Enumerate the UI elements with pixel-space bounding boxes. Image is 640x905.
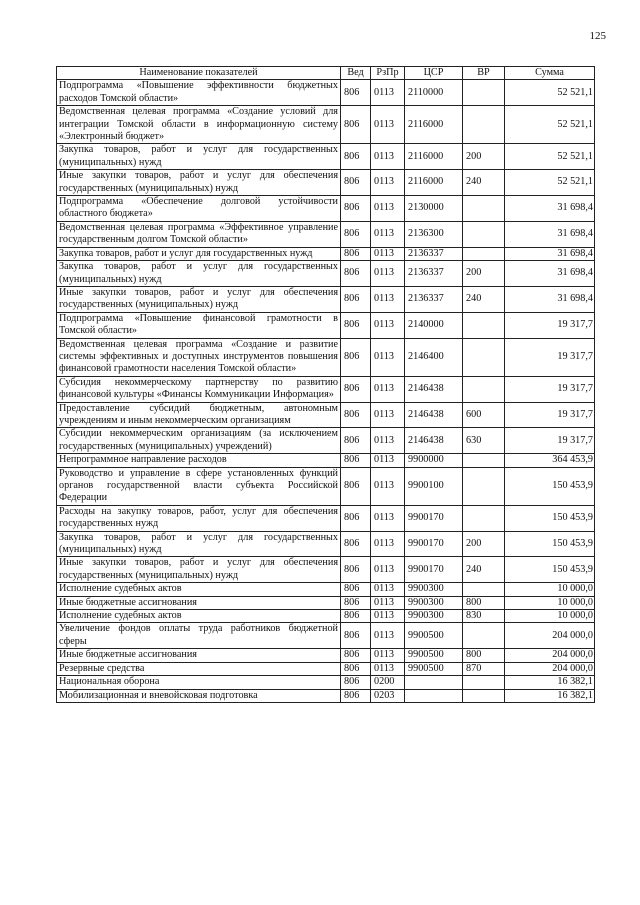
cell-sum: 52 521,1 — [505, 144, 595, 170]
cell-rzpr: 0113 — [371, 428, 405, 454]
cell-vr: 870 — [463, 662, 505, 675]
cell-rzpr: 0113 — [371, 610, 405, 623]
cell-sum: 10 000,0 — [505, 596, 595, 609]
cell-name: Закупка товаров, работ и услуг для государственных (муниципальных) нужд — [57, 144, 341, 170]
cell-sum: 31 698,4 — [505, 221, 595, 247]
cell-ved: 806 — [341, 286, 371, 312]
cell-csr: 9900170 — [405, 505, 463, 531]
cell-csr: 2110000 — [405, 80, 463, 106]
table-row — [57, 312, 595, 338]
cell-csr: 2146438 — [405, 428, 463, 454]
cell-name: Подпрограмма «Повышение эффективности бюджетных расходов Томской области» — [57, 80, 341, 106]
cell-csr: 9900170 — [405, 531, 463, 557]
cell-name: Руководство и управление в сфере установленных функций органов государственной власти субъекта Российской Федерации — [57, 467, 341, 505]
cell-csr: 9900300 — [405, 596, 463, 609]
cell-sum: 31 698,4 — [505, 261, 595, 287]
cell-ved: 806 — [341, 623, 371, 649]
header-sum: Сумма — [505, 67, 595, 80]
table-row — [57, 402, 595, 428]
table-row — [57, 338, 595, 376]
cell-vr — [463, 505, 505, 531]
cell-csr: 2146400 — [405, 338, 463, 376]
table-row — [57, 505, 595, 531]
cell-csr — [405, 689, 463, 702]
cell-name: Закупка товаров, работ и услуг для государственных (муниципальных) нужд — [57, 261, 341, 287]
cell-ved: 806 — [341, 312, 371, 338]
cell-name: Иные бюджетные ассигнования — [57, 596, 341, 609]
table-row — [57, 623, 595, 649]
cell-sum: 204 000,0 — [505, 623, 595, 649]
table-row — [57, 286, 595, 312]
cell-sum: 150 453,9 — [505, 557, 595, 583]
cell-vr: 800 — [463, 649, 505, 662]
cell-ved: 806 — [341, 376, 371, 402]
cell-sum: 19 317,7 — [505, 338, 595, 376]
cell-ved: 806 — [341, 610, 371, 623]
table-row — [57, 106, 595, 144]
cell-vr — [463, 467, 505, 505]
cell-vr: 200 — [463, 531, 505, 557]
cell-vr — [463, 338, 505, 376]
table-row — [57, 247, 595, 260]
cell-csr: 9900500 — [405, 662, 463, 675]
cell-rzpr: 0113 — [371, 196, 405, 222]
cell-vr — [463, 80, 505, 106]
cell-vr: 630 — [463, 428, 505, 454]
cell-sum: 204 000,0 — [505, 649, 595, 662]
cell-name: Ведомственная целевая программа «Создание условий для интеграции Томской области в информационную систему «Электронный бюджет» — [57, 106, 341, 144]
table-row — [57, 531, 595, 557]
cell-rzpr: 0113 — [371, 247, 405, 260]
cell-rzpr: 0203 — [371, 689, 405, 702]
cell-sum: 19 317,7 — [505, 402, 595, 428]
table-row — [57, 610, 595, 623]
table-row — [57, 376, 595, 402]
cell-sum: 150 453,9 — [505, 505, 595, 531]
cell-sum: 19 317,7 — [505, 376, 595, 402]
cell-rzpr: 0113 — [371, 467, 405, 505]
cell-rzpr: 0113 — [371, 80, 405, 106]
cell-csr: 2130000 — [405, 196, 463, 222]
table-row — [57, 676, 595, 689]
cell-ved: 806 — [341, 170, 371, 196]
cell-csr: 9900300 — [405, 583, 463, 596]
cell-vr — [463, 247, 505, 260]
cell-rzpr: 0113 — [371, 662, 405, 675]
cell-name: Исполнение судебных актов — [57, 583, 341, 596]
cell-vr — [463, 689, 505, 702]
header-ved: Вед — [341, 67, 371, 80]
cell-vr — [463, 312, 505, 338]
cell-name: Резервные средства — [57, 662, 341, 675]
table-row — [57, 261, 595, 287]
cell-sum: 150 453,9 — [505, 467, 595, 505]
cell-rzpr: 0113 — [371, 623, 405, 649]
table-row — [57, 221, 595, 247]
budget-table — [56, 66, 595, 703]
cell-name: Иные бюджетные ассигнования — [57, 649, 341, 662]
cell-name: Субсидии некоммерческим организациям (за исключением государственных (муниципальных) учреждений) — [57, 428, 341, 454]
table-row — [57, 454, 595, 467]
table-row — [57, 428, 595, 454]
cell-csr: 2116000 — [405, 106, 463, 144]
cell-rzpr: 0113 — [371, 583, 405, 596]
cell-csr: 9900170 — [405, 557, 463, 583]
cell-rzpr: 0113 — [371, 557, 405, 583]
cell-ved: 806 — [341, 583, 371, 596]
cell-sum: 52 521,1 — [505, 80, 595, 106]
cell-ved: 806 — [341, 106, 371, 144]
cell-name: Подпрограмма «Повышение финансовой грамотности в Томской области» — [57, 312, 341, 338]
cell-csr: 9900500 — [405, 623, 463, 649]
cell-ved: 806 — [341, 676, 371, 689]
cell-name: Исполнение судебных актов — [57, 610, 341, 623]
cell-sum: 52 521,1 — [505, 170, 595, 196]
page-number: 125 — [589, 30, 606, 42]
cell-csr: 2116000 — [405, 144, 463, 170]
cell-vr: 240 — [463, 170, 505, 196]
cell-csr: 2146438 — [405, 376, 463, 402]
cell-vr — [463, 583, 505, 596]
cell-sum: 16 382,1 — [505, 676, 595, 689]
cell-vr — [463, 454, 505, 467]
cell-ved: 806 — [341, 557, 371, 583]
cell-rzpr: 0113 — [371, 144, 405, 170]
cell-rzpr: 0113 — [371, 649, 405, 662]
cell-name: Субсидия некоммерческому партнерству по развитию финансовой культуры «Финансы Коммуникации Информация» — [57, 376, 341, 402]
cell-csr: 9900000 — [405, 454, 463, 467]
cell-ved: 806 — [341, 662, 371, 675]
cell-ved: 806 — [341, 531, 371, 557]
cell-name: Национальная оборона — [57, 676, 341, 689]
cell-rzpr: 0113 — [371, 312, 405, 338]
cell-name: Расходы на закупку товаров, работ, услуг для обеспечения государственных нужд — [57, 505, 341, 531]
cell-rzpr: 0113 — [371, 596, 405, 609]
cell-ved: 806 — [341, 247, 371, 260]
cell-rzpr: 0113 — [371, 338, 405, 376]
cell-csr: 2136337 — [405, 247, 463, 260]
cell-name: Ведомственная целевая программа «Создание и развитие системы эффективных и доступных инструментов повышения финансовой грамотности населения Томской области» — [57, 338, 341, 376]
cell-ved: 806 — [341, 596, 371, 609]
cell-name: Мобилизационная и вневойсковая подготовка — [57, 689, 341, 702]
cell-sum: 10 000,0 — [505, 583, 595, 596]
cell-csr: 9900300 — [405, 610, 463, 623]
cell-vr: 800 — [463, 596, 505, 609]
cell-ved: 806 — [341, 649, 371, 662]
cell-sum: 31 698,4 — [505, 196, 595, 222]
cell-vr: 830 — [463, 610, 505, 623]
table-row — [57, 649, 595, 662]
cell-csr: 2146438 — [405, 402, 463, 428]
cell-name: Закупка товаров, работ и услуг для государственных (муниципальных) нужд — [57, 531, 341, 557]
cell-rzpr: 0113 — [371, 170, 405, 196]
cell-ved: 806 — [341, 689, 371, 702]
cell-csr: 2136337 — [405, 286, 463, 312]
table-row — [57, 557, 595, 583]
cell-ved: 806 — [341, 144, 371, 170]
cell-ved: 806 — [341, 402, 371, 428]
header-csr: ЦСР — [405, 67, 463, 80]
cell-name: Иные закупки товаров, работ и услуг для обеспечения государственных (муниципальных) нужд — [57, 170, 341, 196]
cell-name: Ведомственная целевая программа «Эффективное управление государственным долгом Томской области» — [57, 221, 341, 247]
cell-sum: 19 317,7 — [505, 312, 595, 338]
cell-vr: 200 — [463, 261, 505, 287]
cell-vr: 200 — [463, 144, 505, 170]
table-row — [57, 662, 595, 675]
cell-vr — [463, 196, 505, 222]
cell-sum: 204 000,0 — [505, 662, 595, 675]
cell-sum: 10 000,0 — [505, 610, 595, 623]
cell-rzpr: 0113 — [371, 531, 405, 557]
cell-vr — [463, 623, 505, 649]
table-row — [57, 689, 595, 702]
cell-ved: 806 — [341, 196, 371, 222]
cell-rzpr: 0113 — [371, 221, 405, 247]
table-header — [57, 67, 595, 80]
cell-ved: 806 — [341, 505, 371, 531]
table-row — [57, 583, 595, 596]
cell-name: Непрограммное направление расходов — [57, 454, 341, 467]
cell-sum: 31 698,4 — [505, 247, 595, 260]
cell-ved: 806 — [341, 454, 371, 467]
cell-rzpr: 0113 — [371, 376, 405, 402]
header-name: Наименование показателей — [57, 67, 341, 80]
cell-vr — [463, 221, 505, 247]
cell-vr — [463, 376, 505, 402]
cell-csr: 2116000 — [405, 170, 463, 196]
cell-csr: 9900500 — [405, 649, 463, 662]
cell-ved: 806 — [341, 338, 371, 376]
cell-name: Иные закупки товаров, работ и услуг для обеспечения государственных (муниципальных) нужд — [57, 557, 341, 583]
header-row — [57, 67, 595, 80]
table-row — [57, 144, 595, 170]
cell-vr — [463, 106, 505, 144]
cell-sum: 364 453,9 — [505, 454, 595, 467]
table-row — [57, 80, 595, 106]
cell-rzpr: 0113 — [371, 454, 405, 467]
cell-rzpr: 0113 — [371, 286, 405, 312]
cell-name: Иные закупки товаров, работ и услуг для обеспечения государственных (муниципальных) нужд — [57, 286, 341, 312]
cell-rzpr: 0113 — [371, 261, 405, 287]
cell-ved: 806 — [341, 221, 371, 247]
cell-name: Подпрограмма «Обеспечение долговой устойчивости областного бюджета» — [57, 196, 341, 222]
cell-sum: 52 521,1 — [505, 106, 595, 144]
cell-csr — [405, 676, 463, 689]
cell-rzpr: 0113 — [371, 402, 405, 428]
cell-name: Предоставление субсидий бюджетным, автономным учреждениям и иным некоммерческим организациям — [57, 402, 341, 428]
cell-sum: 19 317,7 — [505, 428, 595, 454]
table-body — [57, 80, 595, 703]
cell-rzpr: 0113 — [371, 505, 405, 531]
header-vr: ВР — [463, 67, 505, 80]
cell-ved: 806 — [341, 80, 371, 106]
cell-csr: 9900100 — [405, 467, 463, 505]
cell-sum: 31 698,4 — [505, 286, 595, 312]
cell-ved: 806 — [341, 467, 371, 505]
cell-vr: 240 — [463, 557, 505, 583]
cell-ved: 806 — [341, 428, 371, 454]
cell-sum: 150 453,9 — [505, 531, 595, 557]
cell-rzpr: 0200 — [371, 676, 405, 689]
table-row — [57, 596, 595, 609]
table-row — [57, 170, 595, 196]
cell-csr: 2140000 — [405, 312, 463, 338]
cell-vr: 600 — [463, 402, 505, 428]
table-row — [57, 467, 595, 505]
header-rzpr: РзПр — [371, 67, 405, 80]
cell-name: Увеличение фондов оплаты труда работников бюджетной сферы — [57, 623, 341, 649]
cell-ved: 806 — [341, 261, 371, 287]
cell-vr: 240 — [463, 286, 505, 312]
table-row — [57, 196, 595, 222]
cell-csr: 2136337 — [405, 261, 463, 287]
cell-rzpr: 0113 — [371, 106, 405, 144]
cell-sum: 16 382,1 — [505, 689, 595, 702]
cell-name: Закупка товаров, работ и услуг для государственных нужд — [57, 247, 341, 260]
cell-vr — [463, 676, 505, 689]
cell-csr: 2136300 — [405, 221, 463, 247]
